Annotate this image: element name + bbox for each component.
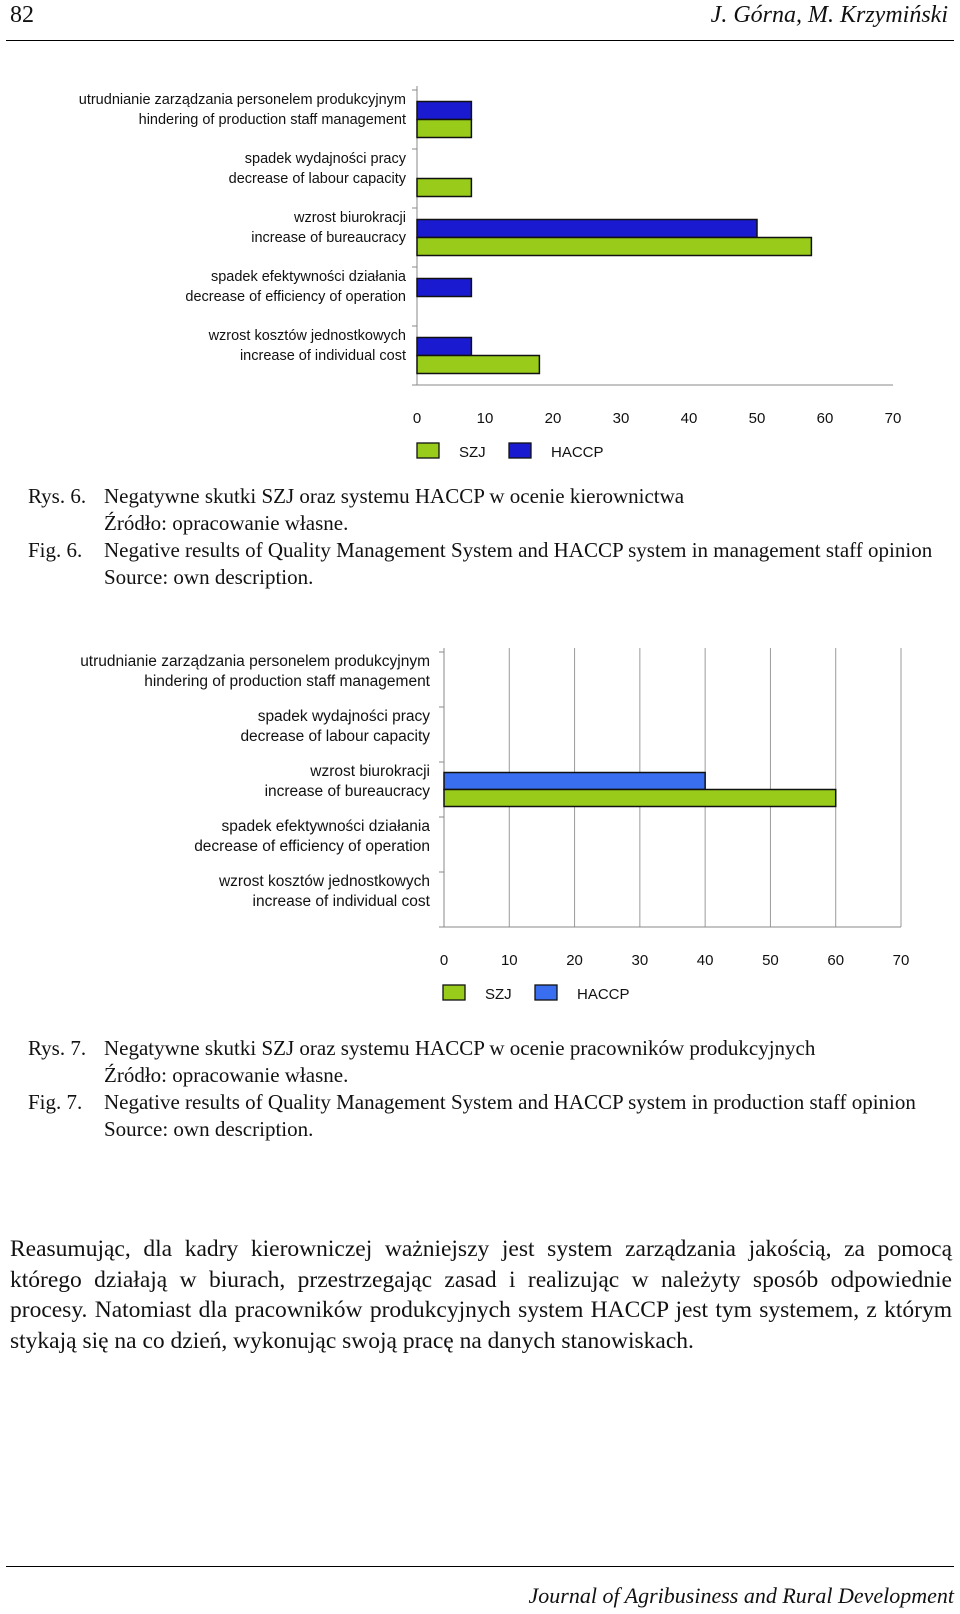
legend-label-szj: SZJ: [459, 444, 486, 461]
x-tick-label: 0: [412, 410, 422, 427]
running-head-authors: J. Górna, M. Krzymiński: [710, 2, 948, 28]
bar-szj: [417, 179, 471, 197]
caption-title-en: Negative results of Quality Management System and HACCP system in management staff opinion: [104, 538, 933, 562]
legend-label-haccp: HACCP: [551, 444, 604, 461]
category-label: decrease of efficiency of operation: [194, 838, 430, 855]
bar-szj: [417, 238, 811, 256]
category-label: increase of individual cost: [252, 893, 430, 910]
category-label: utrudnianie zarządzania personelem produkcyjnym: [78, 92, 406, 108]
caption-title-pl: Negatywne skutki SZJ oraz systemu HACCP w ocenie kierownictwa: [104, 484, 685, 508]
bar-haccp: [417, 338, 471, 356]
caption-source-en: Source: own description.: [104, 565, 314, 589]
bar-szj: [417, 356, 539, 374]
category-label: decrease of labour capacity: [240, 728, 430, 745]
x-tick-label: 30: [612, 410, 630, 427]
page-header: [6, 0, 954, 41]
figure-6-chart: [0, 40, 960, 500]
x-tick-label: 20: [566, 952, 583, 969]
figure-7-caption: [28, 1035, 938, 1143]
category-label: hindering of production staff management: [138, 112, 406, 128]
bar-szj: [417, 120, 471, 138]
x-tick-label: 10: [500, 952, 518, 969]
legend-label-szj: SZJ: [485, 986, 512, 1003]
caption-label-pl: Rys. 6.: [28, 484, 87, 508]
x-tick-label: 50: [762, 952, 779, 969]
category-label: increase of bureaucracy: [264, 783, 430, 800]
category-label: spadek efektywności działania: [210, 269, 406, 285]
caption-source-pl: Źródło: opracowanie własne.: [104, 511, 349, 535]
bar-haccp: [417, 279, 471, 297]
category-label: utrudnianie zarządzania personelem produkcyjnym: [80, 653, 430, 670]
bar-haccp: [417, 102, 471, 120]
legend-swatch-szj: [417, 443, 439, 458]
x-tick-label: 20: [544, 410, 562, 427]
x-tick-label: 70: [892, 952, 910, 969]
category-label: spadek efektywności działania: [221, 818, 430, 835]
body-paragraph: Reasumując, dla kadry kierowniczej ważniejszy jest system zarządzania jakością, za pomocą którego działają w biurach, przestrzegając zasad i realizując w należyty sposób odpowiednie procesy. Natomiast dla pracowników produkcyjnych system HACCP jest tym systemem, z którym stykają się na co dzień, wykonując swoją pracę na danych stanowiskach.: [10, 1236, 952, 1354]
category-label: hindering of production staff management: [144, 673, 430, 690]
caption-title-pl: Negatywne skutki SZJ oraz systemu HACCP w ocenie pracowników produkcyjnych: [104, 1036, 816, 1060]
caption-title-en: Negative results of Quality Management System and HACCP system in production staff opinion: [104, 1090, 916, 1114]
x-tick-label: 0: [439, 952, 449, 969]
category-label: wzrost kosztów jednostkowych: [218, 873, 430, 890]
caption-label-en: Fig. 6.: [28, 538, 83, 562]
x-tick-label: 30: [631, 952, 649, 969]
legend-label-haccp: HACCP: [577, 986, 630, 1003]
caption-label-en: Fig. 7.: [28, 1090, 83, 1114]
figure-6-caption: [28, 483, 938, 591]
category-label: wzrost biurokracji: [310, 763, 430, 780]
category-label: decrease of efficiency of operation: [185, 289, 406, 305]
figure-7-chart: [0, 640, 960, 1020]
caption-source-en: Source: own description.: [104, 1117, 314, 1141]
legend-swatch-szj: [443, 985, 465, 1000]
x-tick-label: 40: [680, 410, 698, 427]
legend-swatch-haccp: [535, 985, 557, 1000]
footer-journal-name: Journal of Agribusiness and Rural Development: [528, 1583, 954, 1608]
x-tick-label: 70: [884, 410, 902, 427]
caption-label-pl: Rys. 7.: [28, 1036, 87, 1060]
bar-haccp: [417, 220, 757, 238]
x-tick-label: 60: [827, 952, 845, 969]
x-tick-label: 40: [696, 952, 714, 969]
x-tick-label: 10: [476, 410, 494, 427]
category-label: wzrost kosztów jednostkowych: [208, 328, 406, 344]
category-label: increase of individual cost: [239, 348, 406, 364]
category-label: spadek wydajności pracy: [257, 708, 430, 725]
x-tick-label: 60: [816, 410, 834, 427]
footer-rule: [6, 1566, 954, 1567]
bar-haccp: [444, 773, 705, 790]
category-label: wzrost biurokracji: [294, 210, 406, 226]
category-label: spadek wydajności pracy: [244, 151, 406, 167]
category-label: increase of bureaucracy: [251, 230, 406, 246]
page-number: 82: [10, 2, 34, 28]
legend-swatch-haccp: [509, 443, 531, 458]
x-tick-label: 50: [748, 410, 766, 427]
bar-szj: [444, 790, 836, 807]
caption-source-pl: Źródło: opracowanie własne.: [104, 1063, 349, 1087]
category-label: decrease of labour capacity: [228, 171, 406, 187]
